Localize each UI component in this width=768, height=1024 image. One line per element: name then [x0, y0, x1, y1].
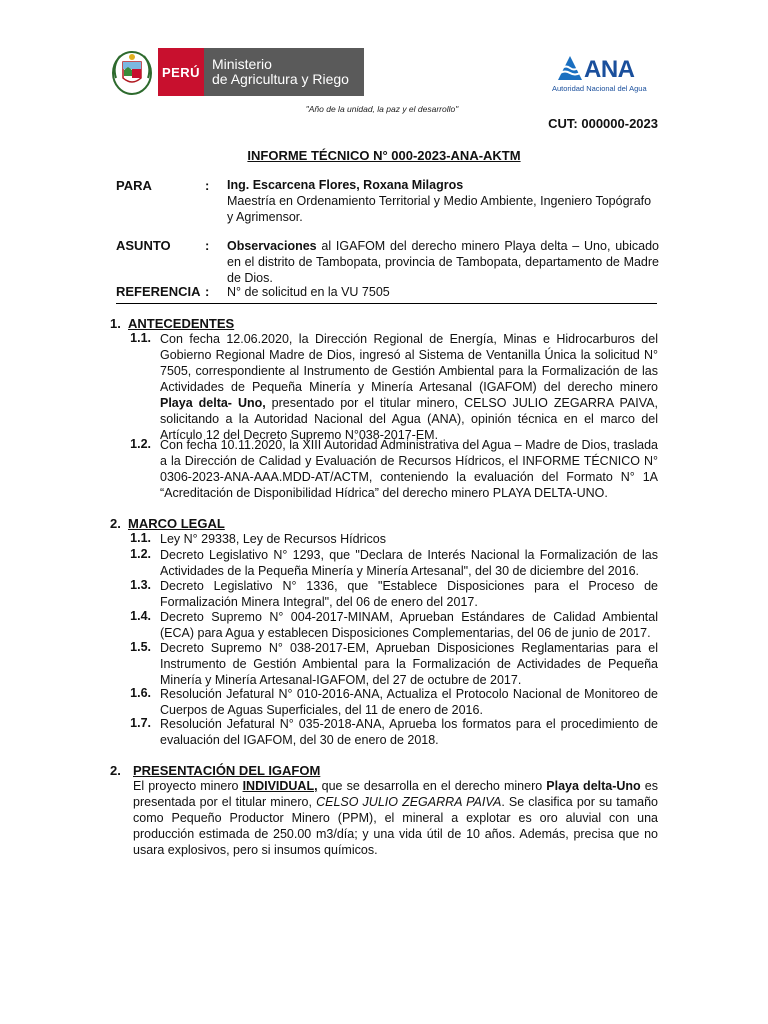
- section-title-presentacion: PRESENTACIÓN DEL IGAFOM: [133, 763, 321, 778]
- item-number: 1.7.: [130, 716, 151, 730]
- asunto-colon: :: [205, 238, 210, 253]
- year-motto: [0, 104, 768, 114]
- antecedente-text-post: presentado por el titular minero, CELSO JULIO ZEGARRA PAIVA, solicitando a la Autoridad Nacional del Agua (ANA), opinión técnica en el marco del Artículo 12 del Decreto Supremo N°038-2017-EM.: [160, 396, 658, 442]
- asunto-label: ASUNTO: [116, 238, 171, 253]
- referencia-colon: :: [205, 284, 210, 299]
- coat-of-arms-icon: [110, 48, 154, 96]
- ministry-line-1: Ministerio: [212, 56, 272, 72]
- titular-name: CELSO JULIO ZEGARRA PAIVA: [316, 795, 502, 809]
- para-colon: :: [205, 178, 210, 193]
- ministry-logo: [110, 48, 364, 96]
- presentacion-t1: El proyecto minero: [133, 779, 243, 793]
- report-title: INFORME TÉCNICO N° 000-2023-ANA-AKTM: [247, 148, 521, 163]
- item-number: 1.3.: [130, 578, 151, 592]
- section-number: 2.: [110, 763, 121, 778]
- presentacion-paragraph: [133, 778, 658, 858]
- legal-item: Decreto Legislativo N° 1293, que "Declara de Interés Nacional la Formalización de las Actividades de la Pequeña Minería y Minería Artesanal", del 30 de diciembre del 2016.: [160, 548, 658, 578]
- item-number: 1.1.: [130, 331, 151, 345]
- item-number: 1.5.: [130, 640, 151, 654]
- ana-full-name: Autoridad Nacional del Agua: [552, 84, 647, 93]
- asunto-text-a: al IGAFOM del derecho minero Playa delta – Uno: [316, 239, 607, 253]
- legal-item: Ley N° 29338, Ley de Recursos Hídricos: [160, 532, 386, 546]
- item-number: 1.2.: [130, 547, 151, 561]
- ana-logo: [548, 48, 663, 96]
- water-wave-icon: [556, 54, 584, 82]
- legal-item: Resolución Jefatural N° 035-2018-ANA, Aprueba los formatos para el procedimiento de evaluación del IGAFOM, del 30 de enero de 2018.: [160, 717, 658, 747]
- item-number: 1.1.: [130, 531, 151, 545]
- section-number: 2.: [110, 516, 121, 531]
- peru-label: PERÚ: [158, 48, 204, 96]
- antecedente-item: Con fecha 10.11.2020, la XIII Autoridad Administrativa del Agua – Madre de Dios, traslada a la Dirección de Calidad y Evaluación de Recursos Hídricos, el INFORME TÉCNICO N° 0306-2023-ANA-AAA.MDD-AT/ACTM, conteniendo la evaluación del Formato N° 1A “Acreditación de Disponibilidad Hídrica” del derecho minero PLAYA DELTA-UNO.: [160, 438, 658, 500]
- recipient-degree: Maestría en Ordenamiento Territorial y Medio Ambiente, Ingeniero Topógrafo y Agrimensor.: [227, 194, 652, 224]
- ana-acronym: ANA: [584, 56, 635, 83]
- presentacion-t3: es presentada por el titular minero,: [133, 779, 659, 809]
- legal-item: Decreto Supremo N° 004-2017-MINAM, Aprueban Estándares de Calidad Ambiental (ECA) para Agua y establecen Disposiciones Complementarias, del 06 de junio de 2017.: [160, 610, 658, 640]
- mining-right-name: Playa delta- Uno,: [160, 396, 266, 410]
- year-motto-text: "Año de la unidad, la paz y el desarrollo": [305, 104, 459, 114]
- project-type: INDIVIDUAL,: [242, 779, 318, 793]
- para-label: PARA: [116, 178, 152, 193]
- antecedente-text-pre: Con fecha 12.06.2020, la Dirección Regional de Energía, Minas e Hidrocarburos del Gobierno Regional Madre de Dios, ingresó al Sistema de Ventanilla Única la solicitud N° 7505, correspondiente al Instrumento de Gestión Ambiental para la Formalización de las Actividades de Pequeña Minería y Minería Artesanal (IGAFOM) del derecho minero: [160, 332, 658, 394]
- legal-item: Decreto Supremo N° 038-2017-EM, Aprueban Disposiciones Reglamentarias para el Instrumento de Gestión Ambiental para la Formalización de Actividades de Pequeña Minería y Minería Artesanal-IGAFOM, del 27 de octubre de 2017.: [160, 641, 658, 687]
- presentacion-t2: que se desarrolla en el derecho minero: [317, 779, 547, 793]
- item-number: 1.4.: [130, 609, 151, 623]
- para-value: [227, 177, 657, 225]
- ministry-name: [204, 48, 364, 96]
- asunto-text-b: , ubicado en el distrito de Tambopata, provincia de Tambopata, departamento de Madre de Dios.: [227, 239, 660, 285]
- presentacion-t4: . Se clasifica por su tamaño como Pequeño Productor Minero (PPM), el mineral a explotar es oro aluvial con una producción estimada de 250.00 m3/día; y una vida útil de 10 años. Además, precisa que no usara explosivos, pero si insumos químicos.: [133, 795, 659, 857]
- item-number: 1.6.: [130, 686, 151, 700]
- section-number: 1.: [110, 316, 121, 331]
- asunto-value: [227, 238, 659, 286]
- legal-item: Decreto Legislativo N° 1336, que "Establece Disposiciones para el Proceso de Formalización Minera Integral", del 06 de enero del 2017.: [160, 579, 658, 609]
- antecedente-item: [160, 331, 658, 443]
- section-title-marco-legal: MARCO LEGAL: [128, 516, 225, 531]
- recipient-name: Ing. Escarcena Flores, Roxana Milagros: [227, 178, 464, 192]
- asunto-bold-lead: Observaciones: [227, 239, 317, 253]
- item-number: 1.2.: [130, 437, 151, 451]
- section-title-antecedentes: ANTECEDENTES: [128, 316, 235, 331]
- legal-item: Resolución Jefatural N° 010-2016-ANA, Actualiza el Protocolo Nacional de Monitoreo de Cuerpos de Aguas Superficiales, del 11 de enero de 2016.: [160, 687, 658, 717]
- cut-number: CUT: 000000-2023: [548, 116, 658, 131]
- referencia-value: N° de solicitud en la VU 7505: [227, 285, 390, 299]
- referencia-label: REFERENCIA: [116, 284, 201, 299]
- header-divider: [116, 303, 657, 304]
- ministry-line-2: de Agricultura y Riego: [212, 71, 349, 87]
- mining-right-name: Playa delta-Uno: [546, 779, 641, 793]
